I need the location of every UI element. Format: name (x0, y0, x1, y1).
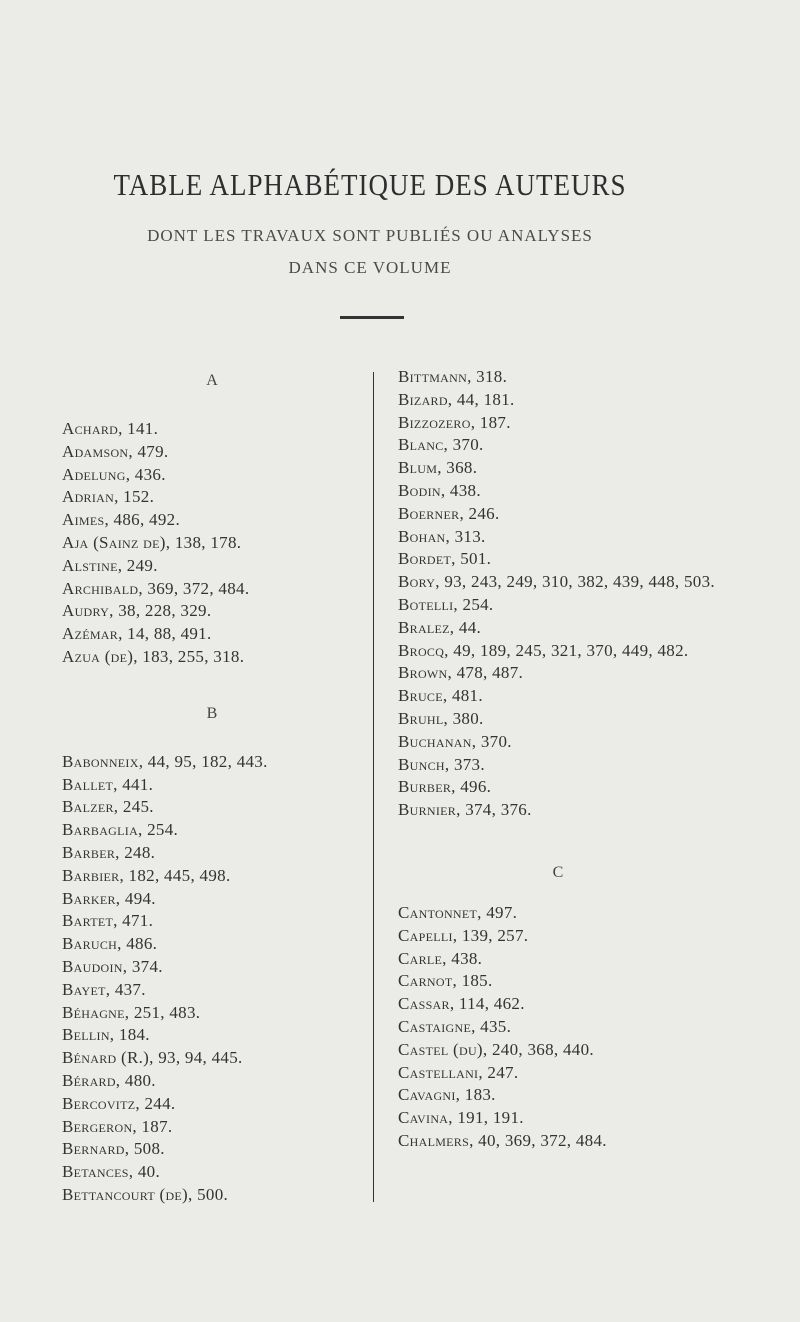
author-entry: Achard, 141. (62, 419, 159, 438)
page-subtitle-line2: DANS CE VOLUME (288, 258, 452, 277)
author-entry: Carnot, 185. (398, 971, 493, 991)
author-entry: Carle, 438. (398, 948, 483, 968)
author-entry: Chalmers, 40, 369, 372, 484. (398, 1130, 607, 1150)
author-entry: Bodin, 438. (398, 480, 481, 500)
author-entry: Baudoin, 374. (62, 956, 163, 976)
author-entry: Cantonnet, 497. (398, 902, 518, 922)
author-entry: Bartet, 471. (62, 911, 154, 931)
page-subtitle-line1: DONT LES TRAVAUX SONT PUBLIÉS OU ANALYSES (147, 226, 593, 245)
author-entry: Bittmann, 318. (398, 367, 508, 386)
author-entry: Bralez, 44. (398, 617, 482, 637)
author-entry: Capelli, 139, 257. (398, 925, 529, 945)
author-entry: Adamson, 479. (62, 441, 169, 461)
author-entry: Castellani, 247. (398, 1062, 519, 1082)
author-entry: Burber, 496. (398, 777, 492, 797)
author-entry: Bellin, 184. (62, 1025, 150, 1045)
author-entry: Bohan, 313. (398, 526, 486, 546)
author-entry: Aimes, 486, 492. (62, 510, 180, 530)
author-entry: Bory, 93, 243, 249, 310, 382, 439, 448, 503. (398, 572, 715, 592)
author-entry: Bergeron, 187. (62, 1116, 173, 1136)
section-letter-a: A (206, 372, 218, 389)
author-list-b-continued (398, 366, 718, 822)
section-letter-c: C (552, 863, 564, 881)
author-entry: Azémar, 14, 88, 491. (62, 624, 212, 644)
author-entry: Blum, 368. (398, 458, 478, 478)
author-entry: Brocq, 49, 189, 245, 321, 370, 449, 482. (398, 640, 689, 660)
author-entry: Burnier, 374, 376. (398, 800, 532, 820)
section-gap (62, 396, 362, 418)
author-list-c (398, 902, 718, 1153)
author-entry: Babonneix, 44, 95, 182, 443. (62, 751, 268, 771)
author-entry: Adrian, 152. (62, 487, 155, 507)
column-divider (373, 372, 374, 1202)
author-entry: Brown, 478, 487. (398, 663, 524, 683)
author-entry: Buchanan, 370. (398, 731, 512, 751)
author-entry: Bérard, 480. (62, 1070, 156, 1090)
section-gap (62, 729, 362, 751)
author-entry: Azua (de), 183, 255, 318. (62, 646, 245, 666)
author-entry: Bordet, 501. (398, 549, 492, 569)
author-list-b (62, 751, 362, 1207)
author-list-a (62, 418, 362, 669)
section-gap (62, 669, 362, 699)
section-gap (398, 822, 718, 858)
author-entry: Cavina, 191, 191. (398, 1108, 524, 1128)
author-entry: Blanc, 370. (398, 435, 484, 455)
author-entry: Archibald, 369, 372, 484. (62, 578, 250, 598)
author-entry: Audry, 38, 228, 329. (62, 601, 212, 621)
author-entry: Bernard, 508. (62, 1139, 165, 1159)
right-column (398, 366, 718, 1153)
section-gap (398, 888, 718, 902)
section-letter-b: B (206, 704, 218, 722)
author-entry: Bettancourt (de), 500. (62, 1184, 229, 1204)
left-column (62, 366, 362, 1207)
author-entry: Barber, 248. (62, 842, 156, 862)
author-entry: Ballet, 441. (62, 774, 154, 794)
author-entry: Béhagne, 251, 483. (62, 1002, 201, 1022)
author-entry: Bruhl, 380. (398, 708, 484, 728)
author-entry: Barker, 494. (62, 888, 156, 908)
author-entry: Baruch, 486. (62, 934, 158, 954)
author-entry: Castaigne, 435. (398, 1016, 512, 1036)
title-rule (340, 316, 404, 319)
author-entry: Adelung, 436. (62, 464, 166, 484)
author-entry: Aja (Sainz de), 138, 178. (62, 532, 242, 552)
author-entry: Alstine, 249. (62, 555, 158, 575)
author-entry: Bizzozero, 187. (398, 412, 511, 432)
author-entry: Botelli, 254. (398, 594, 494, 614)
author-entry: Boerner, 246. (398, 503, 500, 523)
author-entry: Betances, 40. (62, 1162, 161, 1182)
page-title: TABLE ALPHABÉTIQUE DES AUTEURS (113, 168, 627, 202)
author-entry: Cavagni, 183. (398, 1085, 496, 1105)
author-entry: Balzer, 245. (62, 797, 154, 817)
author-entry: Bunch, 373. (398, 754, 485, 774)
author-entry: Barbaglia, 254. (62, 820, 179, 840)
author-entry: Bercovitz, 244. (62, 1093, 176, 1113)
author-entry: Cassar, 114, 462. (398, 994, 525, 1014)
author-entry: Bayet, 437. (62, 979, 146, 999)
author-entry: Bruce, 481. (398, 686, 483, 706)
author-entry: Bénard (R.), 93, 94, 445. (62, 1048, 243, 1068)
author-entry: Barbier, 182, 445, 498. (62, 865, 231, 885)
author-entry: Bizard, 44, 181. (398, 389, 515, 409)
author-entry: Castel (du), 240, 368, 440. (398, 1039, 594, 1059)
